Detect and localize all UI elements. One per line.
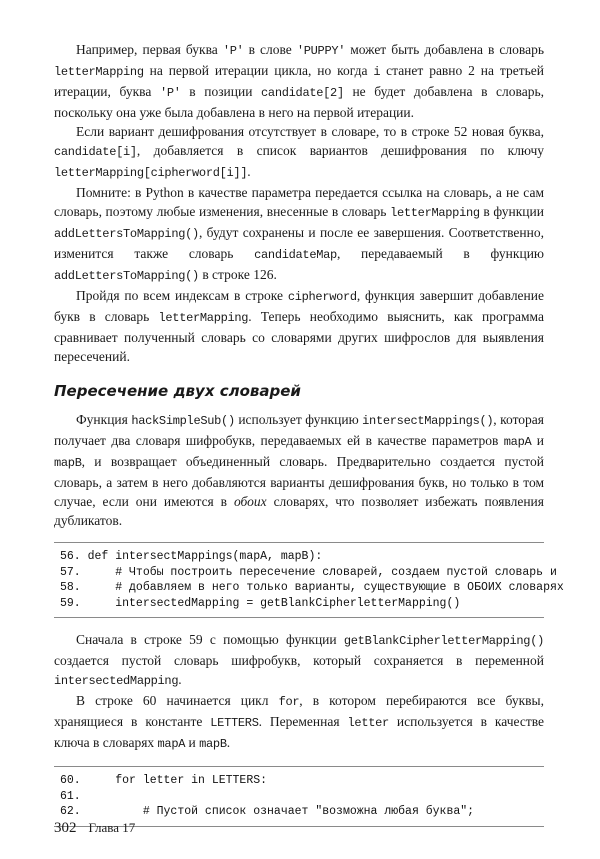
paragraph-line59-explanation	[54, 630, 544, 691]
code-listing-intersect-mappings	[54, 542, 564, 618]
inline-code: candidate[2]	[261, 86, 344, 100]
inline-code: for	[278, 695, 300, 709]
text-run: используется в качестве ключа в словарях	[54, 714, 545, 750]
text-run: , в котором перебираются все буквы, хранящиеся в константе	[54, 693, 544, 729]
text-run: .	[178, 672, 182, 687]
text-run: , будут сохранены и после ее завершения. Соответственно, изменится также словарь	[54, 225, 544, 261]
code-line: 58. # добавляем в него только варианты, существующие в ОБОИХ словарях	[60, 581, 564, 594]
inline-code: 'PUPPY'	[296, 44, 346, 58]
paragraph-cipherword-indices	[54, 286, 544, 366]
text-run: на первой итерации цикла, но когда	[143, 63, 374, 78]
text-run: может быть добавлена в словарь	[345, 42, 545, 57]
inline-code: mapA	[503, 435, 532, 449]
paragraph-intersect-mappings-intro	[54, 410, 544, 530]
section-heading-dictionary-intersection: Пересечение двух словарей	[54, 382, 301, 400]
inline-code: intersectMappings()	[362, 414, 494, 428]
text-run: Например, первая буква	[76, 42, 223, 57]
text-run: в позиции	[180, 84, 262, 99]
code-line: 62. # Пустой список означает "возможна любая буква";	[60, 805, 475, 818]
text-run: .	[226, 735, 231, 750]
code-line: 57. # Чтобы построить пересечение словарей, создаем пустой словарь и	[60, 565, 557, 579]
inline-code: letterMapping[cipherword[i]]	[54, 166, 248, 180]
text-run: и	[531, 433, 544, 448]
text-run: в слове	[243, 42, 297, 57]
text-run: , передаваемый в функцию	[336, 246, 545, 261]
text-run: , и возвращает объединенный словарь. Предварительно создается пустой словарь, а затем в него добавляются варианты дешифрования букв, но только в том случае, если они имеются в	[54, 454, 544, 509]
paragraph-line60-for-loop	[54, 691, 544, 754]
code-listing-for-letter-loop	[54, 766, 544, 827]
inline-code: addLettersToMapping()	[54, 269, 199, 283]
text-run: , добавляется в список вариантов дешифрования по ключу	[136, 143, 544, 158]
page-footer	[54, 820, 135, 837]
paragraph-line52-candidate	[54, 122, 544, 183]
inline-code: addLettersToMapping()	[54, 227, 199, 241]
code-line: 61.	[60, 789, 81, 803]
code-line: 59. intersectedMapping = getBlankCipherletterMapping()	[60, 596, 461, 610]
text-run: не будет добавлена в словарь, поскольку она уже была добавлена в него на первой итерации.	[54, 84, 544, 120]
emphasis-text: обоих	[233, 494, 267, 509]
inline-code: mapB	[54, 456, 82, 470]
page-number: 302	[54, 820, 77, 836]
text-run: Функция	[76, 412, 132, 427]
text-run: . Теперь необходимо выяснить, как программа сравнивает полученный словарь со словарями других шифрослов для выявления пересечений.	[54, 309, 544, 364]
inline-code: i	[373, 65, 381, 79]
text-run: , функция завершит добавление букв в словарь	[54, 288, 544, 324]
inline-code: letter	[347, 716, 389, 730]
text-run: Сначала в строке 59 с помощью функции	[76, 632, 344, 647]
text-run: Если вариант дешифрования отсутствует в словаре, то в строке 52 новая буква,	[76, 124, 544, 139]
code-line: 60. for letter in LETTERS:	[60, 774, 268, 787]
inline-code: hackSimpleSub()	[131, 414, 235, 428]
text-run: , которая получает два словаря шифробукв, передаваемых ей в качестве параметров	[54, 412, 544, 448]
inline-code: letterMapping	[54, 65, 144, 79]
inline-code: 'P'	[159, 86, 181, 100]
text-run: создается пустой словарь шифробукв, который сохраняется в переменной	[54, 653, 544, 668]
chapter-label: Глава 17	[88, 820, 136, 835]
text-run: в функции	[479, 204, 544, 219]
inline-code: letterMapping	[390, 206, 480, 220]
text-run: .	[247, 164, 251, 179]
code-line: 56. def intersectMappings(mapA, mapB):	[60, 550, 323, 563]
text-run: в строке 126.	[198, 267, 277, 282]
inline-code: mapB	[199, 737, 227, 751]
inline-code: cipherword	[287, 290, 357, 304]
inline-code: LETTERS	[210, 716, 259, 730]
inline-code: 'P'	[222, 44, 244, 58]
inline-code: letterMapping	[158, 311, 249, 325]
text-run: словарях, что позволяет избежать появления дубликатов.	[54, 494, 544, 528]
text-run: Помните: в Python в качестве параметра передается ссылка на словарь, а не сам словарь, поэтому любые изменения, внесенные в словарь	[54, 185, 544, 219]
inline-code: intersectedMapping	[54, 674, 179, 688]
inline-code: getBlankCipherletterMapping()	[343, 634, 544, 648]
text-run: и	[185, 735, 200, 750]
inline-code: candidate[i]	[54, 145, 137, 159]
paragraph-letter-p-example	[54, 40, 544, 122]
text-run: . Переменная	[258, 714, 348, 729]
text-run: В строке 60 начинается цикл	[76, 693, 279, 708]
inline-code: mapA	[157, 737, 186, 751]
text-run: использует функцию	[234, 412, 363, 427]
text-run: станет равно 2 на третьей итерации, буква	[54, 63, 544, 99]
inline-code: candidateMap	[254, 248, 337, 262]
paragraph-python-reference-note	[54, 183, 544, 286]
text-run: Пройдя по всем индексам в строке	[76, 288, 288, 303]
